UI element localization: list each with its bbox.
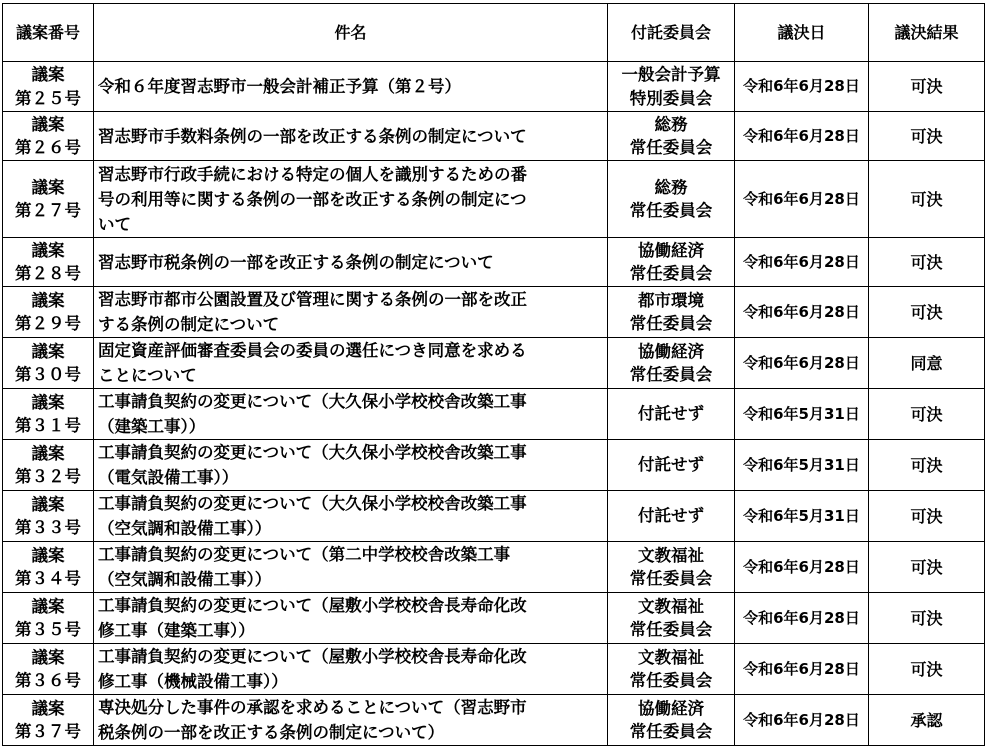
decision-result: 可決 [869, 161, 985, 238]
committee [608, 542, 735, 593]
bill-title [94, 287, 608, 338]
committee [608, 238, 735, 287]
table-row [3, 112, 985, 161]
text-line: 工事請負契約の変更について（第二中学校校舎改築工事 [98, 545, 511, 564]
text-line: 付託せず [638, 506, 704, 526]
bill-number [3, 62, 94, 112]
text-line: （建築工事）） [98, 417, 206, 436]
text-line: 工事請負契約の変更について（大久保小学校校舎改築工事 [98, 494, 527, 513]
decision-date: 令和6年6月28日 [735, 112, 869, 161]
text-line: 第３０号 [15, 365, 81, 384]
committee [608, 112, 735, 161]
decision-date: 令和6年5月31日 [735, 491, 869, 542]
committee [608, 338, 735, 389]
decision-result: 可決 [869, 112, 985, 161]
decision-date: 令和6年6月28日 [735, 593, 869, 644]
text-line: 令和６年度習志野市一般会計補正予算（第２号） [98, 77, 461, 96]
text-line: 常任委員会 [629, 314, 713, 333]
text-line: 特別委員会 [629, 88, 713, 108]
text-line: 常任委員会 [629, 671, 713, 690]
text-line: 第３６号 [15, 671, 81, 690]
decision-result: 可決 [869, 440, 985, 491]
decision-date: 令和6年6月28日 [735, 287, 869, 338]
text-line: 税条例の一部を改正する条例の制定について） [98, 723, 445, 742]
text-line: する条例の制定について [98, 315, 280, 334]
text-line: 修工事（機械設備工事）） [98, 672, 288, 691]
text-line: 議案 [31, 240, 65, 260]
table-row [3, 62, 985, 112]
bill-title [94, 440, 608, 491]
text-line: 常任委員会 [629, 569, 713, 588]
text-line: 習志野市税条例の一部を改正する条例の制定について [98, 252, 494, 272]
text-line: （電気設備工事）） [98, 468, 239, 487]
text-line: 第２７号 [15, 201, 81, 220]
text-line: 専決処分した事件の承認を求めることについて（習志野市 [98, 698, 527, 717]
committee [608, 161, 735, 238]
text-line: 第３４号 [15, 569, 81, 588]
text-line: 工事請負契約の変更について（大久保小学校校舎改築工事 [98, 443, 527, 462]
bill-number [3, 338, 94, 389]
text-line: 常任委員会 [629, 201, 713, 220]
text-line: 議案 [31, 177, 65, 197]
decision-result: 承認 [869, 695, 985, 746]
table-row [3, 161, 985, 238]
text-line: 常任委員会 [629, 138, 713, 157]
text-line: 第３３号 [15, 518, 81, 537]
text-line: 文教福祉 [638, 647, 704, 667]
text-line: 第３５号 [15, 620, 81, 639]
text-line: 議案 [31, 392, 65, 412]
header-row [3, 4, 985, 62]
bill-number [3, 593, 94, 644]
table-row [3, 542, 985, 593]
text-line: 常任委員会 [629, 365, 713, 384]
committee [608, 644, 735, 695]
table-row [3, 491, 985, 542]
decision-date: 令和6年5月31日 [735, 389, 869, 440]
text-line: 協働経済 [638, 240, 704, 260]
text-line: 議案 [31, 545, 65, 565]
text-line: 都市環境 [638, 290, 704, 310]
text-line: 習志野市手数料条例の一部を改正する条例の制定について [98, 126, 527, 146]
table-row [3, 389, 985, 440]
decision-result: 可決 [869, 389, 985, 440]
table-row [3, 593, 985, 644]
decision-date: 令和6年6月28日 [735, 542, 869, 593]
table-row [3, 338, 985, 389]
table-body [3, 62, 985, 746]
text-line: 修工事（建築工事）） [98, 621, 255, 640]
table-row [3, 238, 985, 287]
decision-date: 令和6年6月28日 [735, 644, 869, 695]
text-line: 議案 [31, 114, 65, 134]
bill-title [94, 695, 608, 746]
text-line: 固定資産評価審査委員会の委員の選任につき同意を求める [98, 341, 527, 360]
text-line: 協働経済 [638, 341, 704, 361]
committee [608, 389, 735, 440]
bill-title [94, 112, 608, 161]
table-row [3, 644, 985, 695]
table-row [3, 287, 985, 338]
decision-result: 可決 [869, 238, 985, 287]
bill-number [3, 161, 94, 238]
text-line: 常任委員会 [629, 264, 713, 283]
decision-result: 可決 [869, 287, 985, 338]
text-line: 常任委員会 [629, 620, 713, 639]
decision-date: 令和6年6月28日 [735, 238, 869, 287]
header-date: 議決日 [735, 4, 869, 62]
text-line: 協働経済 [638, 698, 704, 718]
text-line: ことについて [98, 366, 197, 385]
bill-number [3, 542, 94, 593]
text-line: 第２５号 [15, 88, 81, 108]
bill-title [94, 389, 608, 440]
bill-results-table [2, 3, 985, 746]
committee [608, 491, 735, 542]
header-number: 議案番号 [3, 4, 94, 62]
text-line: 第２８号 [15, 264, 81, 283]
decision-date: 令和6年6月28日 [735, 62, 869, 112]
text-line: 習志野市行政手続における特定の個人を識別するための番 [98, 164, 527, 184]
committee [608, 695, 735, 746]
bill-title [94, 491, 608, 542]
text-line: （空気調和設備工事）） [98, 519, 272, 538]
text-line: 習志野市都市公園設置及び管理に関する条例の一部を改正 [98, 290, 527, 309]
text-line: 第３２号 [15, 467, 81, 486]
text-line: 総務 [654, 177, 688, 197]
bill-title [94, 62, 608, 112]
text-line: 一般会計予算 [621, 65, 721, 84]
text-line: 総務 [654, 114, 688, 134]
decision-date: 令和6年6月28日 [735, 161, 869, 238]
text-line: （空気調和設備工事）） [98, 570, 272, 589]
bill-title [94, 238, 608, 287]
bill-number [3, 389, 94, 440]
decision-result: 可決 [869, 593, 985, 644]
bill-title [94, 161, 608, 238]
bill-number [3, 238, 94, 287]
decision-date: 令和6年5月31日 [735, 440, 869, 491]
committee [608, 593, 735, 644]
text-line: 常任委員会 [629, 722, 713, 741]
text-line: 付託せず [638, 404, 704, 424]
text-line: 議案 [31, 65, 65, 84]
text-line: 第３１号 [15, 416, 81, 435]
text-line: 工事請負契約の変更について（屋敷小学校校舎長寿命化改 [98, 647, 527, 666]
text-line: 第２６号 [15, 138, 81, 157]
committee [608, 440, 735, 491]
text-line: 議案 [31, 596, 65, 616]
bill-number [3, 287, 94, 338]
bill-number [3, 112, 94, 161]
text-line: 工事請負契約の変更について（屋敷小学校校舎長寿命化改 [98, 596, 527, 615]
bill-number [3, 644, 94, 695]
decision-date: 令和6年6月28日 [735, 338, 869, 389]
text-line: 議案 [31, 443, 65, 463]
decision-result: 可決 [869, 542, 985, 593]
bill-number [3, 695, 94, 746]
decision-result: 可決 [869, 644, 985, 695]
decision-date: 令和6年6月28日 [735, 695, 869, 746]
text-line: 議案 [31, 341, 65, 361]
committee [608, 287, 735, 338]
text-line: 号の利用等に関する条例の一部を改正する条例の制定につ [98, 189, 527, 209]
bill-title [94, 644, 608, 695]
text-line: 第２９号 [15, 314, 81, 333]
text-line: 第３７号 [15, 722, 81, 741]
decision-result: 可決 [869, 491, 985, 542]
bill-title [94, 542, 608, 593]
text-line: 文教福祉 [638, 596, 704, 616]
text-line: いて [98, 214, 131, 234]
bill-number [3, 440, 94, 491]
table-row [3, 440, 985, 491]
text-line: 議案 [31, 494, 65, 514]
table-row [3, 695, 985, 746]
text-line: 議案 [31, 647, 65, 667]
text-line: 工事請負契約の変更について（大久保小学校校舎改築工事 [98, 392, 527, 411]
decision-result: 可決 [869, 62, 985, 112]
bill-title [94, 593, 608, 644]
header-result: 議決結果 [869, 4, 985, 62]
text-line: 議案 [31, 290, 65, 310]
bill-number [3, 491, 94, 542]
committee [608, 62, 735, 112]
text-line: 議案 [31, 698, 65, 718]
header-title: 件名 [94, 4, 608, 62]
header-committee: 付託委員会 [608, 4, 735, 62]
decision-result: 同意 [869, 338, 985, 389]
text-line: 文教福祉 [638, 545, 704, 565]
bill-title [94, 338, 608, 389]
text-line: 付託せず [638, 455, 704, 475]
